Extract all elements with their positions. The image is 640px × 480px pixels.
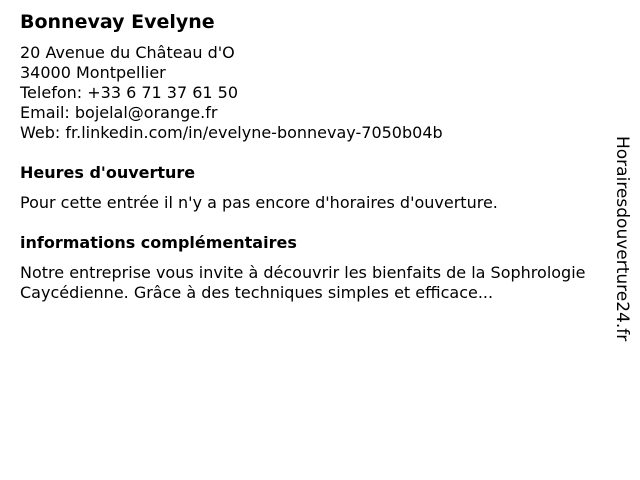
hours-heading: Heures d'ouverture <box>20 163 196 182</box>
site-watermark: Horairesdouverture24.fr <box>612 136 632 342</box>
email-line: Email: bojelal@orange.fr <box>20 103 218 122</box>
web-line: Web: fr.linkedin.com/in/evelyne-bonnevay-7050b04b <box>20 123 443 142</box>
phone-line: Telefon: +33 6 71 37 61 50 <box>20 83 239 102</box>
info-heading: informations complémentaires <box>20 233 297 252</box>
entry-card <box>20 10 600 303</box>
info-text: Notre entreprise vous invite à découvrir les bienfaits de la Sophrologie Caycédienne. Grâce à des techniques simples et efficace... <box>20 263 586 302</box>
entry-name: Bonnevay Evelyne <box>20 11 215 33</box>
address-line-1: 20 Avenue du Château d'O <box>20 43 235 62</box>
hours-text: Pour cette entrée il n'y a pas encore d'horaires d'ouverture. <box>20 193 498 212</box>
address-line-2: 34000 Montpellier <box>20 63 166 82</box>
